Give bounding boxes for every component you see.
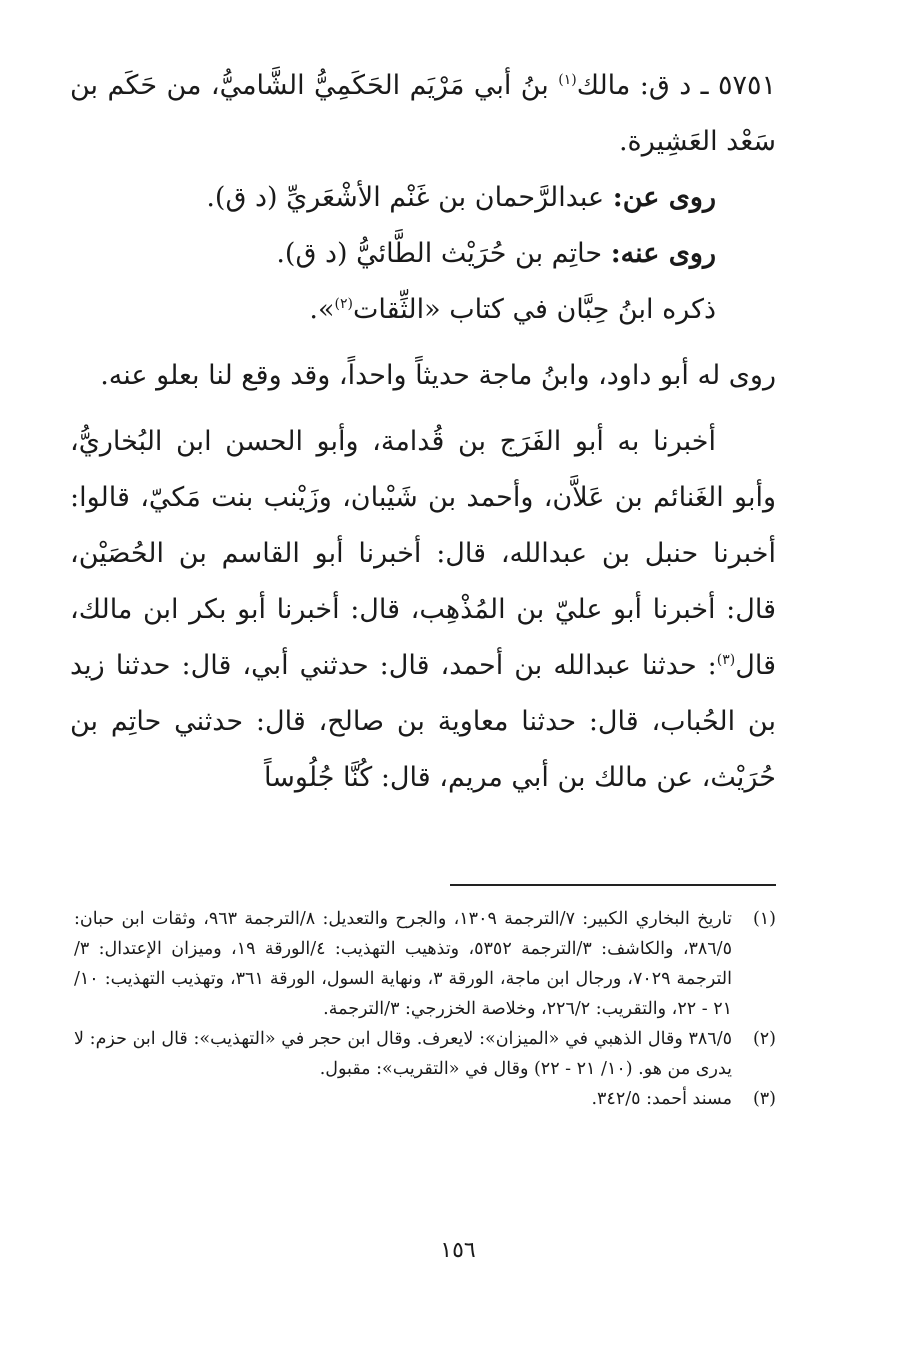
footnote-text: ٣٨٦/٥ وقال الذهبي في «الميزان»: لايعرف. وقال ابن حجر في «التهذيب»: قال ابن حزم: لا يدرى من هو. (١٠/ ٢١ - ٢٢) وقال في «التقريب»: مقبول. (74, 1029, 732, 1079)
entry-name-rest: بنُ أبي مَرْيَم الحَكَمِيُّ الشَّاميُّ، من حَكَم بن سَعْد العَشِيرة. (70, 70, 776, 157)
entry-number: ٥٧٥١ (717, 70, 776, 101)
entry-code: د ق (648, 70, 692, 101)
narrated-by (70, 226, 776, 282)
footnote-text: تاريخ البخاري الكبير: ٧/الترجمة ١٣٠٩، والجرح والتعديل: ٨/الترجمة ٩٦٣، وثقات ابن حبان: ٣٨٦/٥، والكاشف: ٣/الترجمة ٥٣٥٢، وتذهيب التهذيب: ٤/الورقة ١٩، وميزان الإعتدال: ٣/الترجمة ٧٠٢٩، ورجال ابن ماجة، الورقة ٣، ونهاية السول، الورقة ٣٦١، وتهذيب التهذيب: ١٠/ ٢١ - ٢٢، والتقريب: ٢٢٦/٢، وخلاصة الخزرجي: ٣/الترجمة. (74, 909, 732, 1019)
footnote-2 (74, 1024, 776, 1084)
footnote-1 (74, 904, 776, 1024)
narrated-by-text: حاتِم بن حُرَيْث الطَّائيُّ (د ق). (276, 238, 603, 269)
entry-name: مالك (576, 70, 631, 101)
narrated-from-label: روى عن: (612, 182, 716, 213)
footnote-separator (450, 884, 776, 886)
narrated-from-text: عبدالرَّحمان بن غَنْم الأشْعَريِّ (د ق). (206, 182, 605, 213)
footnote-number: (١) (752, 909, 776, 929)
main-text (70, 58, 776, 806)
footnote-text: مسند أحمد: ٣٤٢/٥. (591, 1089, 732, 1109)
narration-paragraph: روى له أبو داود، وابنُ ماجة حديثاً واحداً، وقد وقع لنا بعلو عنه. (100, 360, 776, 391)
footnotes (74, 904, 776, 1114)
entry-heading: ٥٧٥١ ـ د ق: مالك$^{(١)}$ بنُ أبي مَرْيَم الحَكَمِيُّ الشَّاميُّ، من حَكَم بن سَعْد العَشِيرة. (70, 70, 776, 157)
mention (70, 282, 776, 338)
footnote-number: (٣) (752, 1089, 776, 1109)
mention-text: ذكره ابنُ حِبَّان في كتاب «الثِّقات (352, 294, 716, 325)
mention-text-end: ». (309, 294, 335, 325)
isnad-text-cont: : حدثنا عبدالله بن أحمد، قال: حدثني أبي، قال: حدثنا زيد بن الحُباب، قال: حدثنا معاوية بن صالح، قال: حدثني حاتِم بن حُرَيْث، عن مالك بن أبي مريم، قال: كُنَّا جُلُوساً (70, 650, 776, 793)
footnote-number: (٢) (752, 1029, 776, 1049)
footnote-ref-2[interactable]: (٢) (334, 296, 353, 312)
page-number: ١٥٦ (440, 1238, 476, 1263)
footnote-3 (74, 1084, 776, 1114)
narrated-from (70, 170, 776, 226)
isnad-text: أخبرنا به أبو الفَرَج بن قُدامة، وأبو الحسن ابن البُخاريُّ، وأبو الغَنائم بن عَلاَّن، وأحمد بن شَيْبان، وزَيْنب بنت مَكيّ، قالوا: أخبرنا حنبل بن عبدالله، قال: أخبرنا أبو القاسم بن الحُصَيْن، قال: أخبرنا أبو عليّ بن المُذْهِب، قال: أخبرنا أبو بكر ابن مالك، قال (70, 426, 776, 681)
footnote-ref-1[interactable]: (١) (558, 72, 577, 88)
footnote-ref-3[interactable]: (٣) (716, 652, 736, 668)
narrated-by-label: روى عنه: (610, 238, 716, 269)
isnad-paragraph (70, 414, 776, 806)
